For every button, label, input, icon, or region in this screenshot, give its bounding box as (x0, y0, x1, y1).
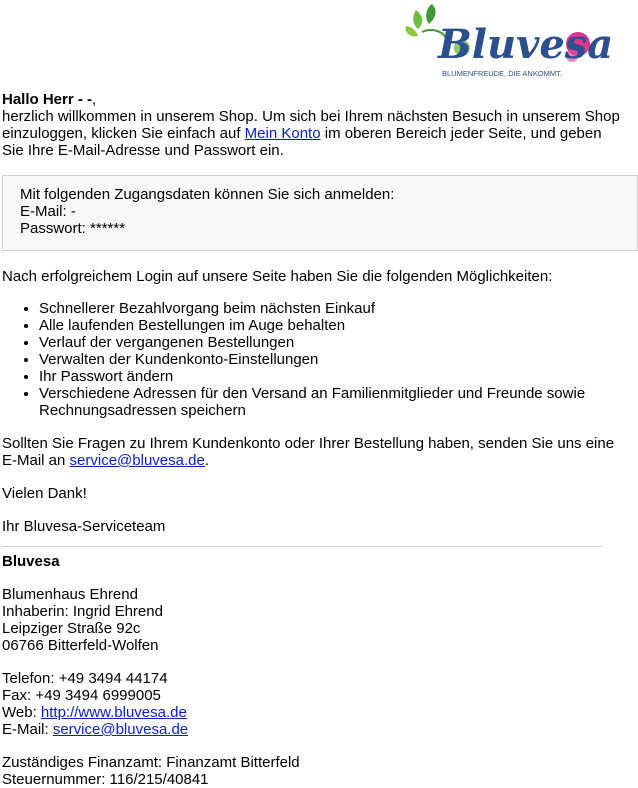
footer-fax: Fax: +49 3494 6999005 (2, 687, 161, 704)
tax-office: Zuständiges Finanzamt: Finanzamt Bitterfeld (2, 754, 300, 771)
footer-web: Web: http://www.bluvesa.de (2, 704, 187, 721)
greeting: Hallo Herr - -, (2, 91, 97, 108)
credentials-heading: Mit folgenden Zugangsdaten können Sie sich anmelden: (20, 186, 395, 203)
credentials-email: E-Mail: - (20, 203, 76, 220)
list-item: • Alle laufenden Bestellungen im Auge behalten (39, 317, 622, 334)
salutation: Hallo Herr - - (2, 91, 93, 108)
intro-text: herzlich willkommen in unserem Shop. Um sich bei Ihrem nächsten Besuch in unserem Shop einzuloggen, klicken Sie einfach auf Mein Konto im oberen Bereich jeder Seite, und geben Sie Ihre E-Mail-Adresse und Passwort ein. (2, 108, 620, 159)
list-item: • Schnellerer Bezahlvorgang beim nächsten Einkauf (39, 300, 622, 317)
signature-text: Ihr Bluvesa-Serviceteam (2, 518, 166, 535)
thanks-text: Vielen Dank! (2, 485, 87, 502)
benefits-intro: Nach erfolgreichem Login auf unsere Seite haben Sie die folgenden Möglichkeiten: (2, 268, 553, 285)
footer-email: E-Mail: service@bluvesa.de (2, 721, 189, 738)
footer-phone: Telefon: +49 3494 44174 (2, 670, 168, 687)
logo-tagline: BLUMENFREUDE, DIE ANKOMMT. (442, 69, 563, 78)
bluvesa-logo (402, 2, 614, 82)
email-content (2, 91, 622, 788)
credentials-box (2, 175, 638, 251)
my-account-link[interactable]: Mein Konto (244, 125, 321, 142)
list-item: • Verwalten der Kundenkonto-Einstellungen (39, 351, 622, 368)
footer-address: Blumenhaus Ehrend Inhaberin: Ingrid Ehrend Leipziger Straße 92c 06766 Bitterfeld-Wolfen (2, 586, 163, 654)
questions-text: Sollten Sie Fragen zu Ihrem Kundenkonto oder Ihrer Bestellung haben, senden Sie uns eine E-Mail an service@bluvesa.de. (2, 435, 615, 469)
footer-tax (2, 754, 622, 788)
footer-contact (2, 670, 622, 738)
footer-divider (2, 546, 602, 547)
list-item: • Verschiedene Adressen für den Versand an Familienmitglieder und Freunde sowie Rechnungsadressen speichern (39, 385, 622, 419)
credentials-password: Passwort: ****** (20, 220, 126, 237)
footer-email-link[interactable]: service@bluvesa.de (52, 721, 189, 738)
list-item: • Ihr Passwort ändern (39, 368, 622, 385)
website-link[interactable]: http://www.bluvesa.de (40, 704, 187, 721)
footer-company: Bluvesa (2, 553, 60, 570)
logo-wordmark: Bluvesa (438, 21, 614, 68)
tax-number: Steuernummer: 116/215/40841 (2, 771, 209, 788)
list-item: • Verlauf der vergangenen Bestellungen (39, 334, 622, 351)
service-email-link[interactable]: service@bluvesa.de (69, 452, 205, 469)
logo-graphic (402, 2, 614, 82)
benefits-list (2, 300, 622, 419)
